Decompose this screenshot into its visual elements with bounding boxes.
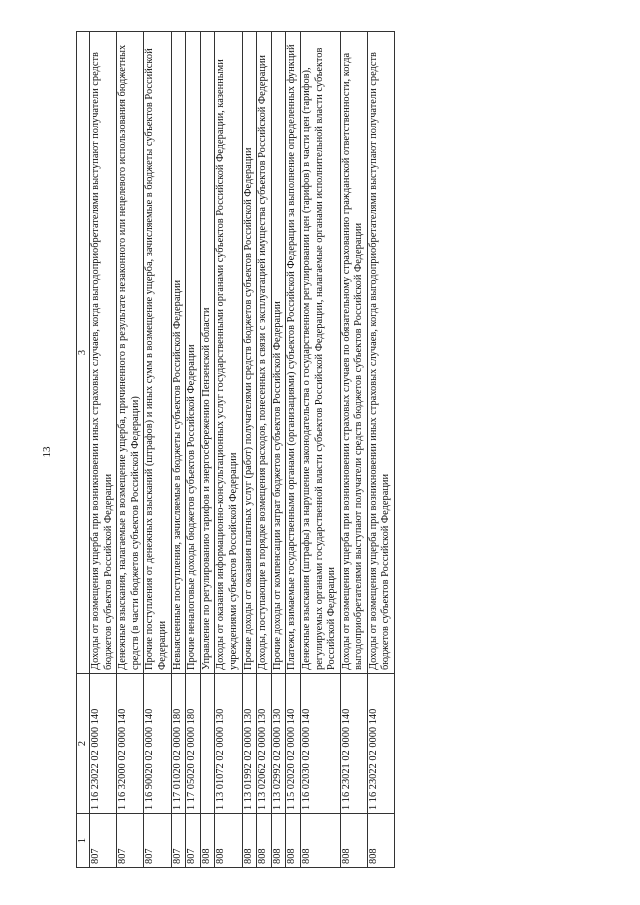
table-row bbox=[215, 32, 242, 868]
admin-code-cell: 808 bbox=[300, 814, 340, 868]
table-row bbox=[90, 32, 117, 868]
admin-code-cell: 808 bbox=[200, 814, 215, 868]
revenue-code-cell: 1 16 23022 02 0000 140 bbox=[367, 674, 394, 814]
revenue-name-cell: Доходы, поступающие в порядке возмещения расходов, понесенных в связи с эксплуатацией имущества субъектов Российской Федерации bbox=[257, 32, 272, 674]
admin-code-cell: 808 bbox=[242, 814, 257, 868]
column-header-2: 2 bbox=[77, 674, 90, 814]
table-row bbox=[144, 32, 171, 868]
admin-code-cell: 808 bbox=[367, 814, 394, 868]
table-row bbox=[171, 32, 186, 868]
revenue-code-cell: 1 15 02020 02 0000 140 bbox=[286, 674, 301, 814]
table-row bbox=[186, 32, 201, 868]
admin-code-cell: 808 bbox=[286, 814, 301, 868]
revenue-code-cell: 1 13 02062 02 0000 130 bbox=[257, 674, 272, 814]
revenue-code-cell: 1 13 01072 02 0000 130 bbox=[215, 674, 242, 814]
revenue-name-cell: Прочие доходы от оказания платных услуг (работ) получателями средств бюджетов субъектов Российской Федерации bbox=[242, 32, 257, 674]
revenue-name-cell: Доходы от возмещения ущерба при возникновении иных страховых случаев, когда выгодоприобретателями выступают получатели средств бюджетов субъектов Российской Федерации bbox=[90, 32, 117, 674]
revenue-code-cell bbox=[200, 674, 215, 814]
table-row bbox=[286, 32, 301, 868]
admin-code-cell: 807 bbox=[117, 814, 144, 868]
revenue-name-cell: Денежные взыскания, налагаемые в возмещение ущерба, причиненного в результате незаконного или нецелевого использования бюджетных средств (в части бюджетов субъектов Российской Федерации) bbox=[117, 32, 144, 674]
revenue-code-cell: 1 17 05020 02 0000 180 bbox=[186, 674, 201, 814]
admin-code-cell: 807 bbox=[90, 814, 117, 868]
revenue-code-cell: 1 16 32000 02 0000 140 bbox=[117, 674, 144, 814]
revenue-code-cell: 1 13 02992 02 0000 130 bbox=[271, 674, 286, 814]
revenue-code-cell: 1 16 90020 02 0000 140 bbox=[144, 674, 171, 814]
table-row bbox=[117, 32, 144, 868]
table-row bbox=[300, 32, 340, 868]
table-row bbox=[367, 32, 394, 868]
revenue-name-cell: Доходы от возмещения ущерба при возникновении страховых случаев по обязательному страхованию гражданской ответственности, когда выгодоприобретателями выступают получатели средств бюджетов субъектов Российской Федерации bbox=[340, 32, 367, 674]
column-header-3: 3 bbox=[77, 32, 90, 674]
revenue-name-cell: Доходы от возмещения ущерба при возникновении иных страховых случаев, когда выгодоприобретателями выступают получатели средств бюджетов субъектов Российской Федерации bbox=[367, 32, 394, 674]
column-header-1: 1 bbox=[77, 814, 90, 868]
revenue-codes-table bbox=[76, 31, 395, 868]
revenue-name-cell: Денежные взыскания (штрафы) за нарушение законодательства о государственном регулировании цен (тарифов) в части цен (тарифов), регулируемых органами государственной власти субъектов Российской Федерации, налагаемые органами исполнительной власти субъектов Российской Федерации bbox=[300, 32, 340, 674]
revenue-name-cell: Доходы от оказания информационно-консультационных услуг государственными органами субъектов Российской Федерации, казенными учреждениями субъектов Российской Федерации bbox=[215, 32, 242, 674]
admin-code-cell: 808 bbox=[257, 814, 272, 868]
page-number: 13 bbox=[41, 446, 53, 458]
revenue-code-cell: 1 17 01020 02 0000 180 bbox=[171, 674, 186, 814]
revenue-name-cell: Прочие доходы от компенсации затрат бюджетов субъектов Российской Федерации bbox=[271, 32, 286, 674]
table-row bbox=[271, 32, 286, 868]
revenue-name-cell: Прочие неналоговые доходы бюджетов субъектов Российской Федерации bbox=[186, 32, 201, 674]
table-row bbox=[257, 32, 272, 868]
revenue-code-cell: 1 16 23022 02 0000 140 bbox=[90, 674, 117, 814]
table-row bbox=[242, 32, 257, 868]
admin-code-cell: 808 bbox=[340, 814, 367, 868]
revenue-name-cell: Платежи, взимаемые государственными органами (организациями) субъектов Российской Федерации за выполнение определенных функций bbox=[286, 32, 301, 674]
admin-code-cell: 808 bbox=[271, 814, 286, 868]
revenue-code-cell: 1 16 23021 02 0000 140 bbox=[340, 674, 367, 814]
revenue-name-cell: Управление по регулированию тарифов и энергосбережению Пензенской области bbox=[200, 32, 215, 674]
table-header-row bbox=[77, 32, 90, 868]
admin-code-cell: 807 bbox=[186, 814, 201, 868]
table-row bbox=[340, 32, 367, 868]
revenue-name-cell: Невыясненные поступления, зачисляемые в бюджеты субъектов Российской Федерации bbox=[171, 32, 186, 674]
rotated-table-container bbox=[76, 32, 556, 868]
revenue-code-cell: 1 13 01992 02 0000 130 bbox=[242, 674, 257, 814]
revenue-code-cell: 1 16 02030 02 0000 140 bbox=[300, 674, 340, 814]
revenue-name-cell: Прочие поступления от денежных взысканий (штрафов) и иных сумм в возмещение ущерба, зачисляемые в бюджеты субъектов Российской Федерации bbox=[144, 32, 171, 674]
admin-code-cell: 808 bbox=[215, 814, 242, 868]
admin-code-cell: 807 bbox=[144, 814, 171, 868]
admin-code-cell: 807 bbox=[171, 814, 186, 868]
table-row bbox=[200, 32, 215, 868]
